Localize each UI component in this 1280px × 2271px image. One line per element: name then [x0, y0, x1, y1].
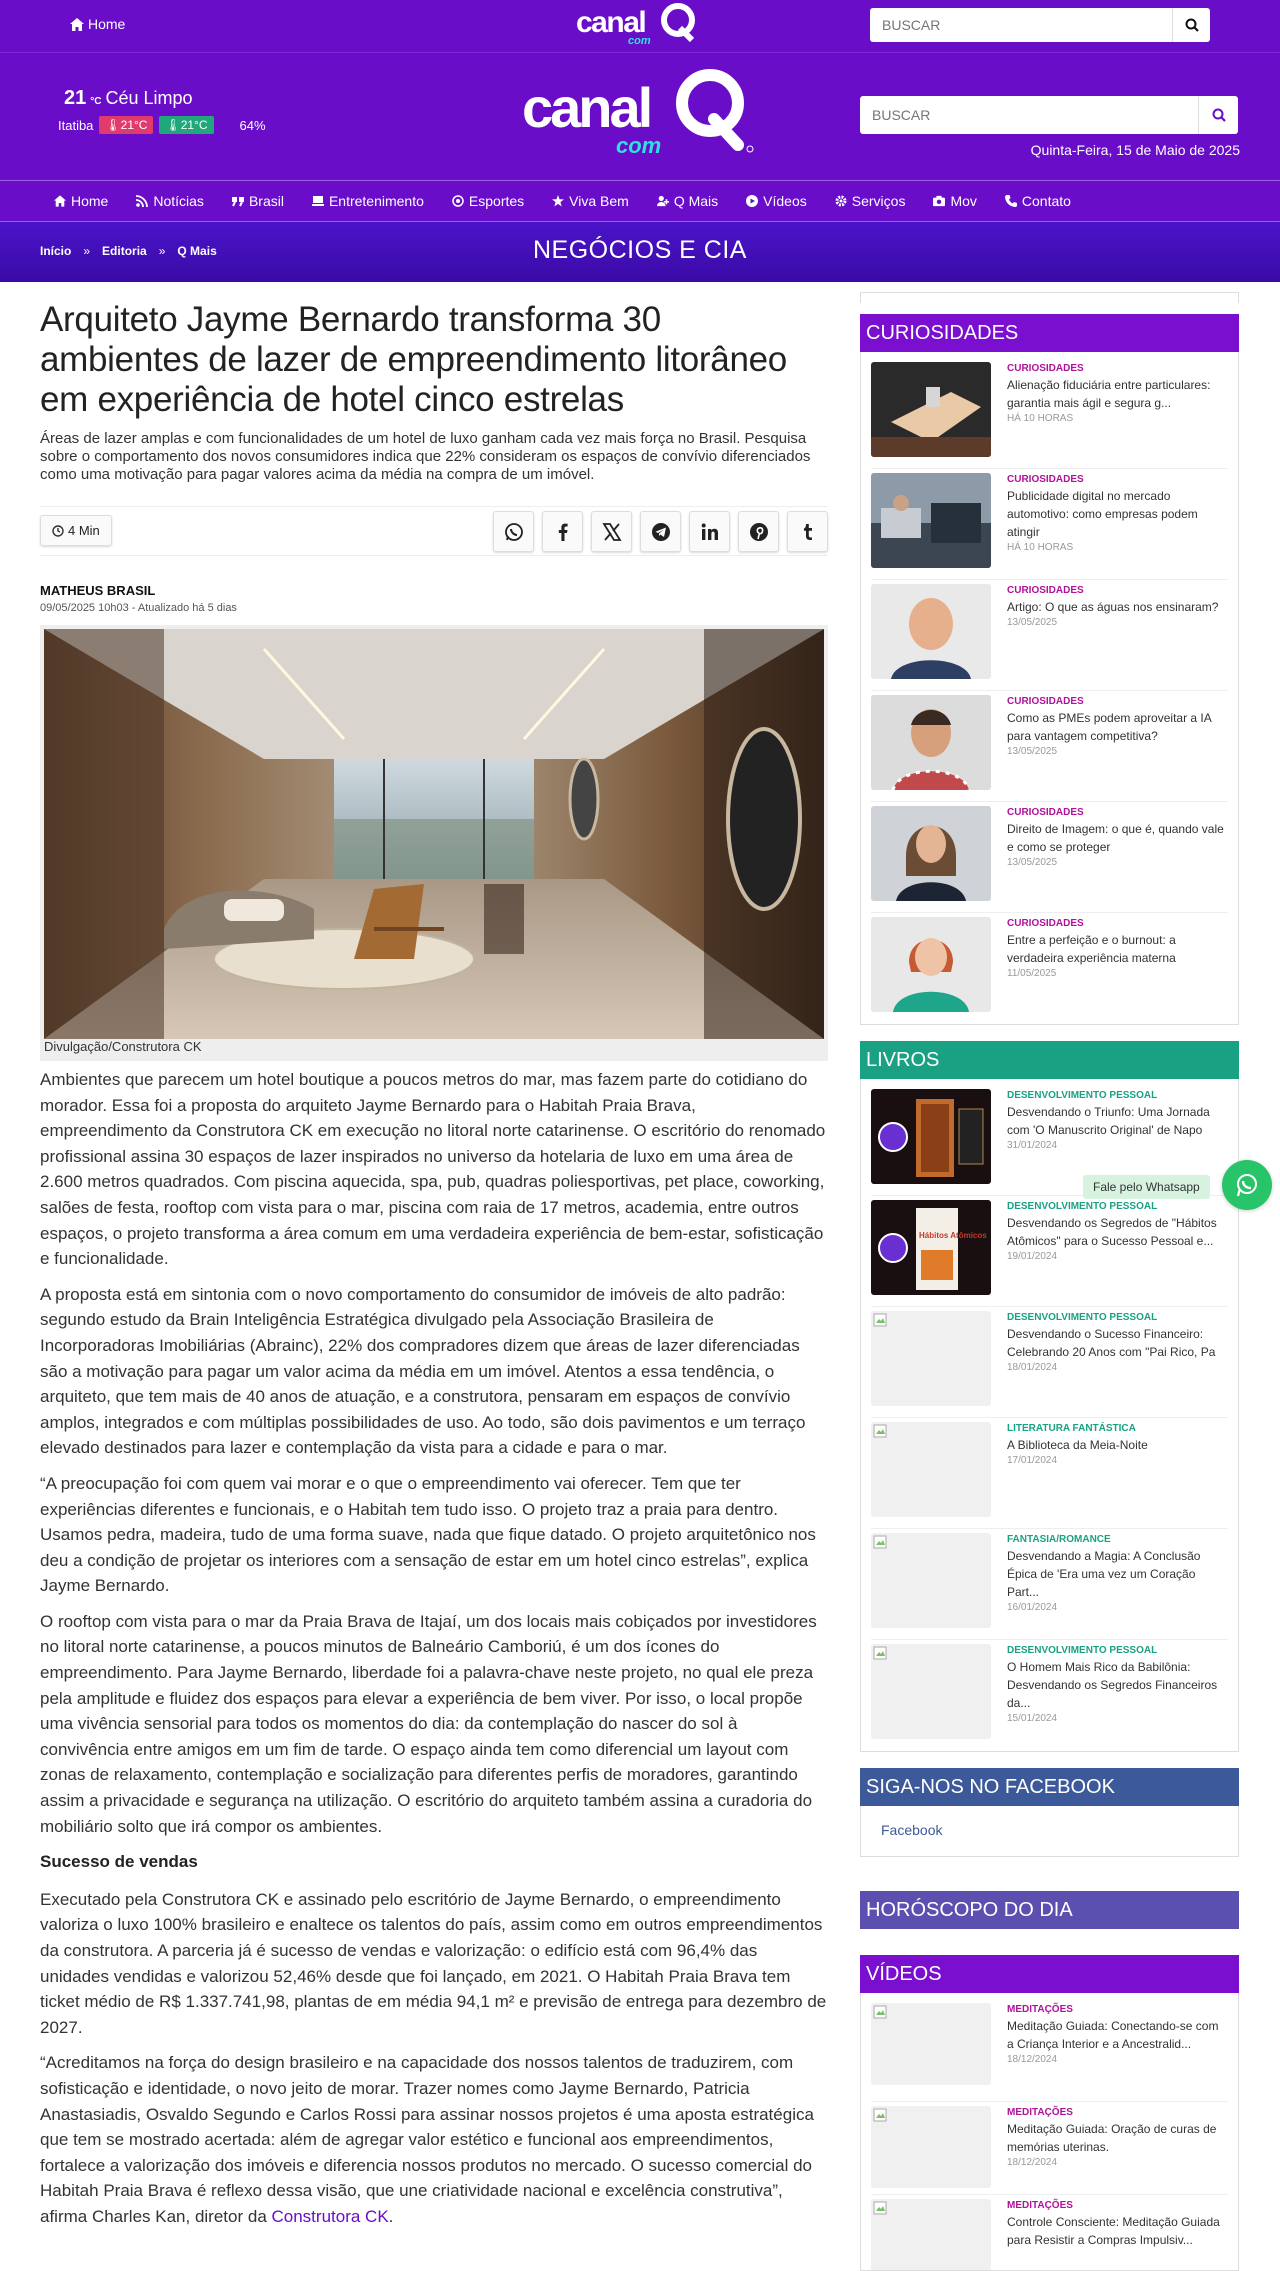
author-name[interactable]: MATHEUS BRASIL: [40, 583, 156, 598]
article-paragraph: “A preocupação foi com quem vai morar e o que o empreendimento vai oferecer. Tem que ter experiências diferentes e funcionais, e o Habitah tem tudo isso. O projeto traz a praia para dentro. Usamos pedra, madeira, tudo de uma forma suave, nada que fique datado. O projeto arquitetônico nos deu a condição de projetar os interiores com a sensação de estar em um hotel cinco estrelas”, explica Jayme Bernardo.: [40, 1473, 816, 1596]
home-icon: [70, 18, 84, 31]
article-body: [40, 1067, 828, 2240]
list-item[interactable]: DESENVOLVIMENTO PESSOAL O Homem Mais Rico da Babilônia: Desvendando os Segredos Financeiros da... 15/01/2024: [871, 1640, 1228, 1751]
tv-icon: [312, 195, 324, 207]
linkedin-icon: [700, 522, 720, 542]
weather-condition: Céu Limpo: [105, 88, 193, 108]
nav-q-mais[interactable]: Q Mais: [657, 193, 718, 209]
widget-livros: [860, 1041, 1239, 1752]
camera-icon: [933, 195, 945, 207]
article-paragraph: A proposta está em sintonia com o novo comportamento do consumidor de imóveis de alto padrão: segundo estudo da Brain Inteligência Estratégica divulgado pela Associação Brasileira de Incorporadoras Imobiliárias (Abrainc), 22% dos compradores dizem que áreas de lazer diferenciadas são a motivação para pagar um valor acima da média em um imóvel. Atentos a essa tendência, o arquiteto, que tem mais de 40 anos de atuação, e a construtora, pensaram em espaços de convívio amplos, integrados e com múltiplas possibilidades de uso. Ao todo, são dois pavimentos e um terraço elevado destinados para lazer e contemplação da vista para a cidade e para o mar.: [40, 1284, 806, 1458]
facebook-icon: [553, 522, 573, 542]
quote-icon: [232, 195, 244, 207]
list-item[interactable]: MEDITAÇÕES Meditação Guiada: Conectando-se com a Criança Interior e a Ancestralid... 18/12/2024: [871, 1999, 1228, 2102]
list-item[interactable]: Hábitos Atômicos DESENVOLVIMENTO PESSOAL Desvendando os Segredos de "Hábitos Atômicos" para o Sucesso Pessoal e... 19/01/2024: [871, 1196, 1228, 1307]
breadcrumb-editoria[interactable]: Editoria: [102, 244, 147, 258]
header: [0, 52, 1280, 180]
image-caption: Divulgação/Construtora CK: [44, 1039, 202, 1054]
nav-viva-bem[interactable]: Viva Bem: [552, 193, 629, 209]
widget-videos: [860, 1955, 1239, 2271]
weather-temp: [58, 87, 266, 110]
article-paragraph: O rooftop com vista para o mar da Praia Brava de Itajaí, um dos locais mais cobiçados por investidores no litoral norte catarinense, a poucos minutos de Balneário Camboriú, é um dos ícones do empreendimento. Para Jayme Bernardo, liberdade foi a palavra-chave neste projeto, no qual ele preza pela amplitude e fluidez dos espaços para elevar a experiência de bem viver. Por isso, o local propõe uma vivência sensorial para todos os momentos do dia: da contemplação do nascer do sol à convivência entre amigos em um fim de tarde. O espaço ainda tem como diferencial um layout com zonas de relaxamento, contemplação e socialização para diferentes perfis de moradores, garantindo assim a privacidade e segurança na utilização. O escritório do arquiteto também assina a curadoria do mobiliário solto que irá compor os ambientes.: [40, 1611, 817, 1836]
breadcrumb-separator: »: [83, 244, 91, 258]
temperature: 21: [64, 87, 87, 109]
item-thumbnail[interactable]: [871, 473, 991, 568]
item-thumbnail[interactable]: [871, 1089, 991, 1184]
book-cover-text: Hábitos Atômicos: [919, 1231, 987, 1240]
home-icon: [54, 195, 66, 207]
temp-min-badge: 🌡21°C: [159, 116, 213, 134]
svg-text:canal: canal: [522, 76, 651, 139]
nav-brasil[interactable]: Brasil: [232, 193, 284, 209]
temp-unit: °C: [90, 96, 102, 107]
construtora-ck-link[interactable]: Construtora CK: [271, 2206, 389, 2226]
top-search[interactable]: [870, 8, 1210, 42]
temp-max-badge: 🌡21°C: [99, 116, 153, 134]
list-item[interactable]: FANTASIA/ROMANCE Desvendando a Magia: A Conclusão Épica de 'Era uma vez um Coração Part... 16/01/2024: [871, 1529, 1228, 1640]
widget-facebook: [860, 1768, 1239, 1857]
list-item[interactable]: DESENVOLVIMENTO PESSOAL Desvendando o Triunfo: Uma Jornada com 'O Manuscrito Original' de Napo 31/01/2024: [871, 1085, 1228, 1196]
breadcrumb-inicio[interactable]: Início: [40, 244, 72, 258]
gear-icon: [835, 195, 847, 207]
article-subtitle: Áreas de lazer amplas e com funcionalidades de um hotel de luxo ganham cada vez mais força no Brasil. Pesquisa sobre o comportamento dos novos consumidores indica que 22% consideram os espaços de convívio diferenciados como uma motivação para pagar valores acima da média na compra de um imóvel.: [40, 430, 811, 483]
logo-main[interactable]: [520, 63, 760, 163]
ball-icon: [452, 195, 464, 207]
article-paragraph: Executado pela Construtora CK e assinado pelo escritório de Jayme Bernardo, o empreendimento valoriza o luxo 100% brasileiro e enaltece os talentos do país, assim como em outros empreendimentos da construtora. A parceria já é sucesso de vendas e valorização: o edifício está com 96,4% das unidades vendidas e valorizou 52,46% desde que foi lançado, em 2021. O Habitah Praia Brava tem ticket médio de R$ 1.337.741,98, plantas de em média 94,1 m² e previsão de entrega para dezembro de 2027.: [40, 1889, 827, 2037]
list-item[interactable]: DESENVOLVIMENTO PESSOAL Desvendando o Sucesso Financeiro: Celebrando 20 Anos com "Pai Rico, Pa 18/01/2024: [871, 1307, 1228, 1418]
whatsapp-icon: [504, 522, 524, 542]
top-bar: [0, 0, 1280, 52]
svg-text:com: com: [628, 35, 651, 47]
list-item[interactable]: CURIOSIDADES Alienação fiduciária entre particulares: garantia mais ágil e segura g... HÁ 10 HORAS: [871, 358, 1228, 469]
nav-servicos[interactable]: Serviços: [835, 193, 906, 209]
header-search-button[interactable]: [1198, 96, 1238, 134]
item-thumbnail[interactable]: [871, 362, 991, 457]
user-plus-icon: [657, 195, 669, 207]
item-thumbnail[interactable]: [871, 917, 991, 1012]
article-toolbar: [40, 506, 828, 556]
facebook-link[interactable]: Facebook: [881, 1822, 943, 1838]
article-paragraph: Ambientes que parecem um hotel boutique a poucos metros do mar, mas fazem parte do cotidiano do morador. Essa foi a proposta do arquiteto Jayme Bernardo para o Habitah Praia Brava, empreendimento da Construtora CK em execução no litoral norte catarinense. O escritório do renomado profissional assina 30 espaços de lazer inspirados no universo da hotelaria de luxo em uma área de 2.600 metros quadrados. Com piscina aquecida, spa, pub, quadras poliesportivas, pet place, coworking, salões de festa, rooftop com vista para o mar, piscina com raia de 17 metros, academia, entre outros espaços, o projeto transforma a área comum em uma verdadeira experiência de bem-estar, sofisticação e funcionalidade.: [40, 1070, 826, 1269]
telegram-icon: [651, 522, 671, 542]
top-home-link[interactable]: [70, 16, 125, 32]
widget-horoscopo: [860, 1891, 1239, 1929]
phone-icon: [1005, 195, 1017, 207]
widget-title[interactable]: HORÓSCOPO DO DIA: [860, 1891, 1239, 1929]
share-telegram[interactable]: [640, 511, 681, 552]
list-item[interactable]: MEDITAÇÕES Controle Consciente: Meditação Guiada para Resistir a Compras Impulsiv...: [871, 2195, 1228, 2271]
article-figure: [40, 625, 828, 1061]
humidity: 64%: [239, 117, 266, 133]
broken-image-icon[interactable]: [871, 1644, 991, 1739]
breadcrumb-separator: »: [158, 244, 166, 258]
widget-curiosidades: [860, 314, 1239, 1025]
widget-title[interactable]: VÍDEOS: [860, 1955, 1239, 1993]
x-icon: [602, 522, 622, 542]
share-tumblr[interactable]: [787, 511, 828, 552]
list-item[interactable]: CURIOSIDADES Artigo: O que as águas nos ensinaram? 13/05/2025: [871, 580, 1228, 691]
nav-home[interactable]: Home: [54, 193, 108, 209]
whatsapp-label[interactable]: Fale pelo Whatsapp: [1083, 1175, 1210, 1199]
current-date: Quinta-Feira, 15 de Maio de 2025: [1030, 142, 1240, 158]
section-title: NEGÓCIOS E CIA: [533, 236, 747, 264]
weather-city: Itatiba: [58, 117, 94, 133]
widget-title[interactable]: SIGA-NOS NO FACEBOOK: [860, 1768, 1239, 1806]
weather-widget: [58, 87, 266, 134]
tumblr-icon: [798, 522, 818, 542]
share-pinterest[interactable]: [738, 511, 779, 552]
item-thumbnail[interactable]: [871, 1200, 991, 1295]
header-search-input[interactable]: [860, 96, 1238, 134]
list-item[interactable]: LITERATURA FANTÁSTICA A Biblioteca da Meia-Noite 17/01/2024: [871, 1418, 1228, 1529]
whatsapp-icon: [1234, 1172, 1260, 1198]
list-item[interactable]: CURIOSIDADES Entre a perfeição e o burnout: a verdadeira experiência materna 11/05/2025: [871, 913, 1228, 1024]
broken-image-icon[interactable]: [871, 2003, 991, 2085]
share-x[interactable]: [591, 511, 632, 552]
article-subheading: Sucesso de vendas: [40, 1852, 198, 1872]
top-home-label: Home: [88, 16, 126, 32]
list-item[interactable]: CURIOSIDADES Direito de Imagem: o que é, quando vale e como se proteger 13/05/2025: [871, 802, 1228, 913]
svg-text:com: com: [616, 133, 662, 158]
section-bar: [0, 222, 1280, 282]
star-icon: [552, 195, 564, 207]
breadcrumb-q-mais[interactable]: Q Mais: [177, 244, 217, 258]
share-buttons: [493, 511, 828, 552]
item-thumbnail[interactable]: [871, 806, 991, 901]
list-item[interactable]: CURIOSIDADES Como as PMEs podem aproveitar a IA para vantagem competitiva? 13/05/2025: [871, 691, 1228, 802]
logo-small[interactable]: [574, 2, 706, 50]
whatsapp-button[interactable]: [1222, 1160, 1272, 1210]
article: [40, 300, 828, 2226]
nav-entretenimento[interactable]: Entretenimento: [312, 193, 424, 209]
nav-mov[interactable]: Mov: [933, 193, 976, 209]
list-item[interactable]: CURIOSIDADES Publicidade digital no mercado automotivo: como empresas podem atingir HÁ 10 HORAS: [871, 469, 1228, 580]
search-icon: [1185, 18, 1199, 32]
read-time: 4 Min: [40, 515, 112, 546]
nav-noticias[interactable]: Notícias: [136, 193, 204, 209]
nav-contato[interactable]: Contato: [1005, 193, 1071, 209]
article-title: Arquiteto Jayme Bernardo transforma 30 ambientes de lazer de empreendimento litorâneo em experiência de hotel cinco estrelas: [40, 300, 787, 419]
rss-icon: [136, 195, 148, 207]
pinterest-icon: [749, 522, 769, 542]
share-facebook[interactable]: [542, 511, 583, 552]
top-search-button[interactable]: [1172, 8, 1210, 42]
widget-title[interactable]: LIVROS: [860, 1041, 1239, 1079]
list-item[interactable]: MEDITAÇÕES Meditação Guiada: Oração de curas de memórias uterinas. 18/12/2024: [871, 2102, 1228, 2195]
clock-icon: [52, 525, 64, 537]
publish-date: 09/05/2025 10h03 - Atualizado há 5 dias: [40, 602, 237, 614]
share-linkedin[interactable]: [689, 511, 730, 552]
broken-image-icon[interactable]: [871, 2106, 991, 2188]
broken-image-icon[interactable]: [871, 1311, 991, 1406]
nav-esportes[interactable]: Esportes: [452, 193, 524, 209]
broken-image-icon[interactable]: [871, 1533, 991, 1628]
article-image[interactable]: [44, 629, 824, 1039]
sidebar-empty-widget: [860, 292, 1239, 303]
item-thumbnail[interactable]: [871, 584, 991, 679]
svg-text:canal: canal: [576, 6, 646, 39]
share-whatsapp[interactable]: [493, 511, 534, 552]
main-nav: [0, 180, 1280, 222]
nav-videos[interactable]: Vídeos: [746, 193, 807, 209]
play-icon: [746, 195, 758, 207]
search-icon: [1212, 108, 1226, 122]
article-paragraph: “Acreditamos na força do design brasileiro e na capacidade dos nossos talentos de traduzirem, com sofisticação e identidade, o novo jeito de morar. Trazer nomes como Jayme Bernardo, Patricia Anastasiadis, Osvaldo Segundo e Carlos Rossi para assinar nossos projetos é uma aposta estratégica que tem se mostrado acertada: além de agregar valor estético e funcional aos empreendimentos, fortalece a valorização dos imóveis e diferencia nossos produtos no mercado. O sucesso comercial do Habitah Praia Brava é reflexo dessa visão, que une criatividade nacional e excelência construtiva”, afirma Charles Kan, diretor da Construtora CK.: [40, 2053, 814, 2226]
broken-image-icon[interactable]: [871, 2199, 991, 2271]
top-search-input[interactable]: [870, 8, 1210, 42]
header-search[interactable]: [860, 96, 1238, 134]
broken-image-icon[interactable]: [871, 1422, 991, 1517]
item-thumbnail[interactable]: [871, 695, 991, 790]
widget-title[interactable]: CURIOSIDADES: [860, 314, 1239, 352]
